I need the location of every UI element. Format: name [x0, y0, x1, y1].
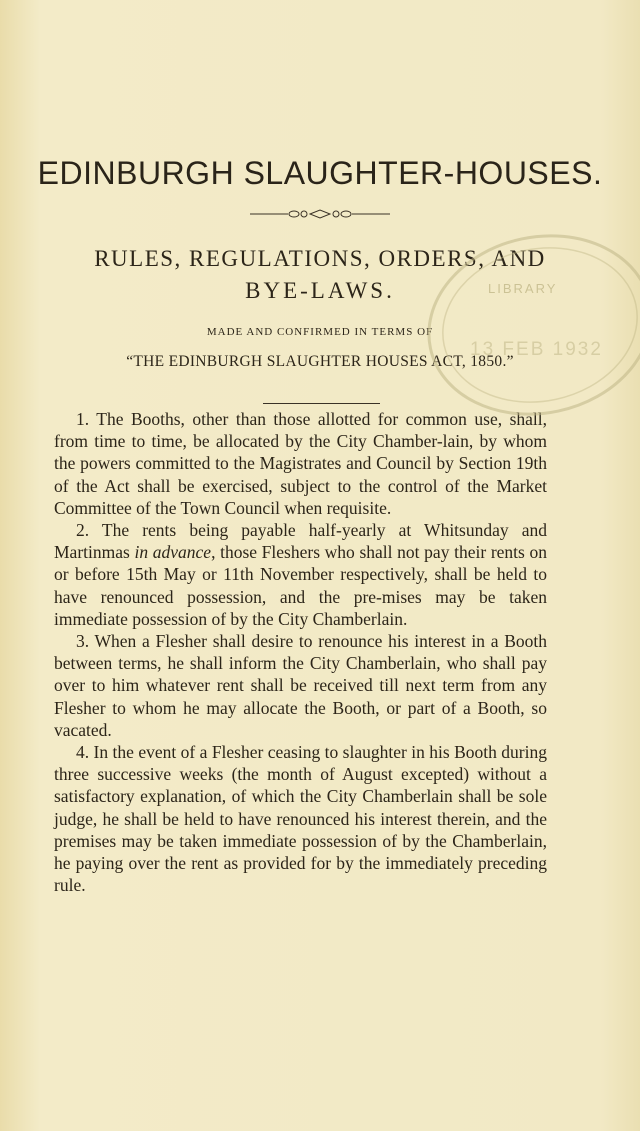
title-ornament: [0, 206, 640, 224]
rule-paragraph-2: [54, 519, 547, 630]
rules-body: [54, 408, 547, 896]
subtitle-rules: RULES, REGULATIONS, ORDERS, AND: [94, 246, 546, 271]
stamp-date-text: 13 FEB 1932: [470, 339, 603, 360]
act-reference: “THE EDINBURGH SLAUGHTER HOUSES ACT, 1850.”: [126, 353, 514, 370]
rule-paragraph-3: 3. When a Flesher shall desire to renounce his interest in a Booth between terms, he shall inform the City Chamberlain, who shall pay over to him whatever rent shall be received till next term from any Flesher to whom he may allocate the Booth, or part of a Booth, so vacated.: [54, 631, 547, 740]
rule-paragraph-1: 1. The Booths, other than those allotted for common use, shall, from time to time, be allocated by the City Chamber-lain, by whom the powers committed to the Magistrates and Council by Section 19th of the Act shall be exercised, subject to the control of the Market Committee of the Town Council when requisite.: [54, 409, 547, 518]
rule-2-text-end: , those Fleshers who shall not pay their rents on or before 15th May or 11th November respectively, shall be held to have renounced possession, and the pre-mises may be taken immediate possession of by the City Chamberlain.: [54, 542, 547, 629]
subtitle-made-confirmed: MADE AND CONFIRMED IN TERMS OF: [206, 326, 434, 338]
rule-paragraph-4: 4. In the event of a Flesher ceasing to slaughter in his Booth during three successive weeks (the month of August excepted) without a satisfactory explanation, of which the City Chamberlain shall be sole judge, he shall be held to have renounced his interest therein, and the premises may be taken immediate possession of by the Chamberlain, he paying over the rent as provided for by the immediately preceding rule.: [54, 742, 547, 896]
subtitle-byelaws: BYE-LAWS.: [245, 278, 395, 303]
rule-2-italic: in advance: [134, 542, 212, 563]
stamp-library-text: LIBRARY: [488, 281, 558, 296]
divider-rule: [263, 403, 380, 404]
ornament-divider-icon: [250, 209, 390, 219]
page-title: EDINBURGH SLAUGHTER-HOUSES.: [37, 155, 603, 191]
rule-2-text-start: 2. The rents being payable half-yearly at Whitsunday and Martinmas: [54, 520, 547, 563]
